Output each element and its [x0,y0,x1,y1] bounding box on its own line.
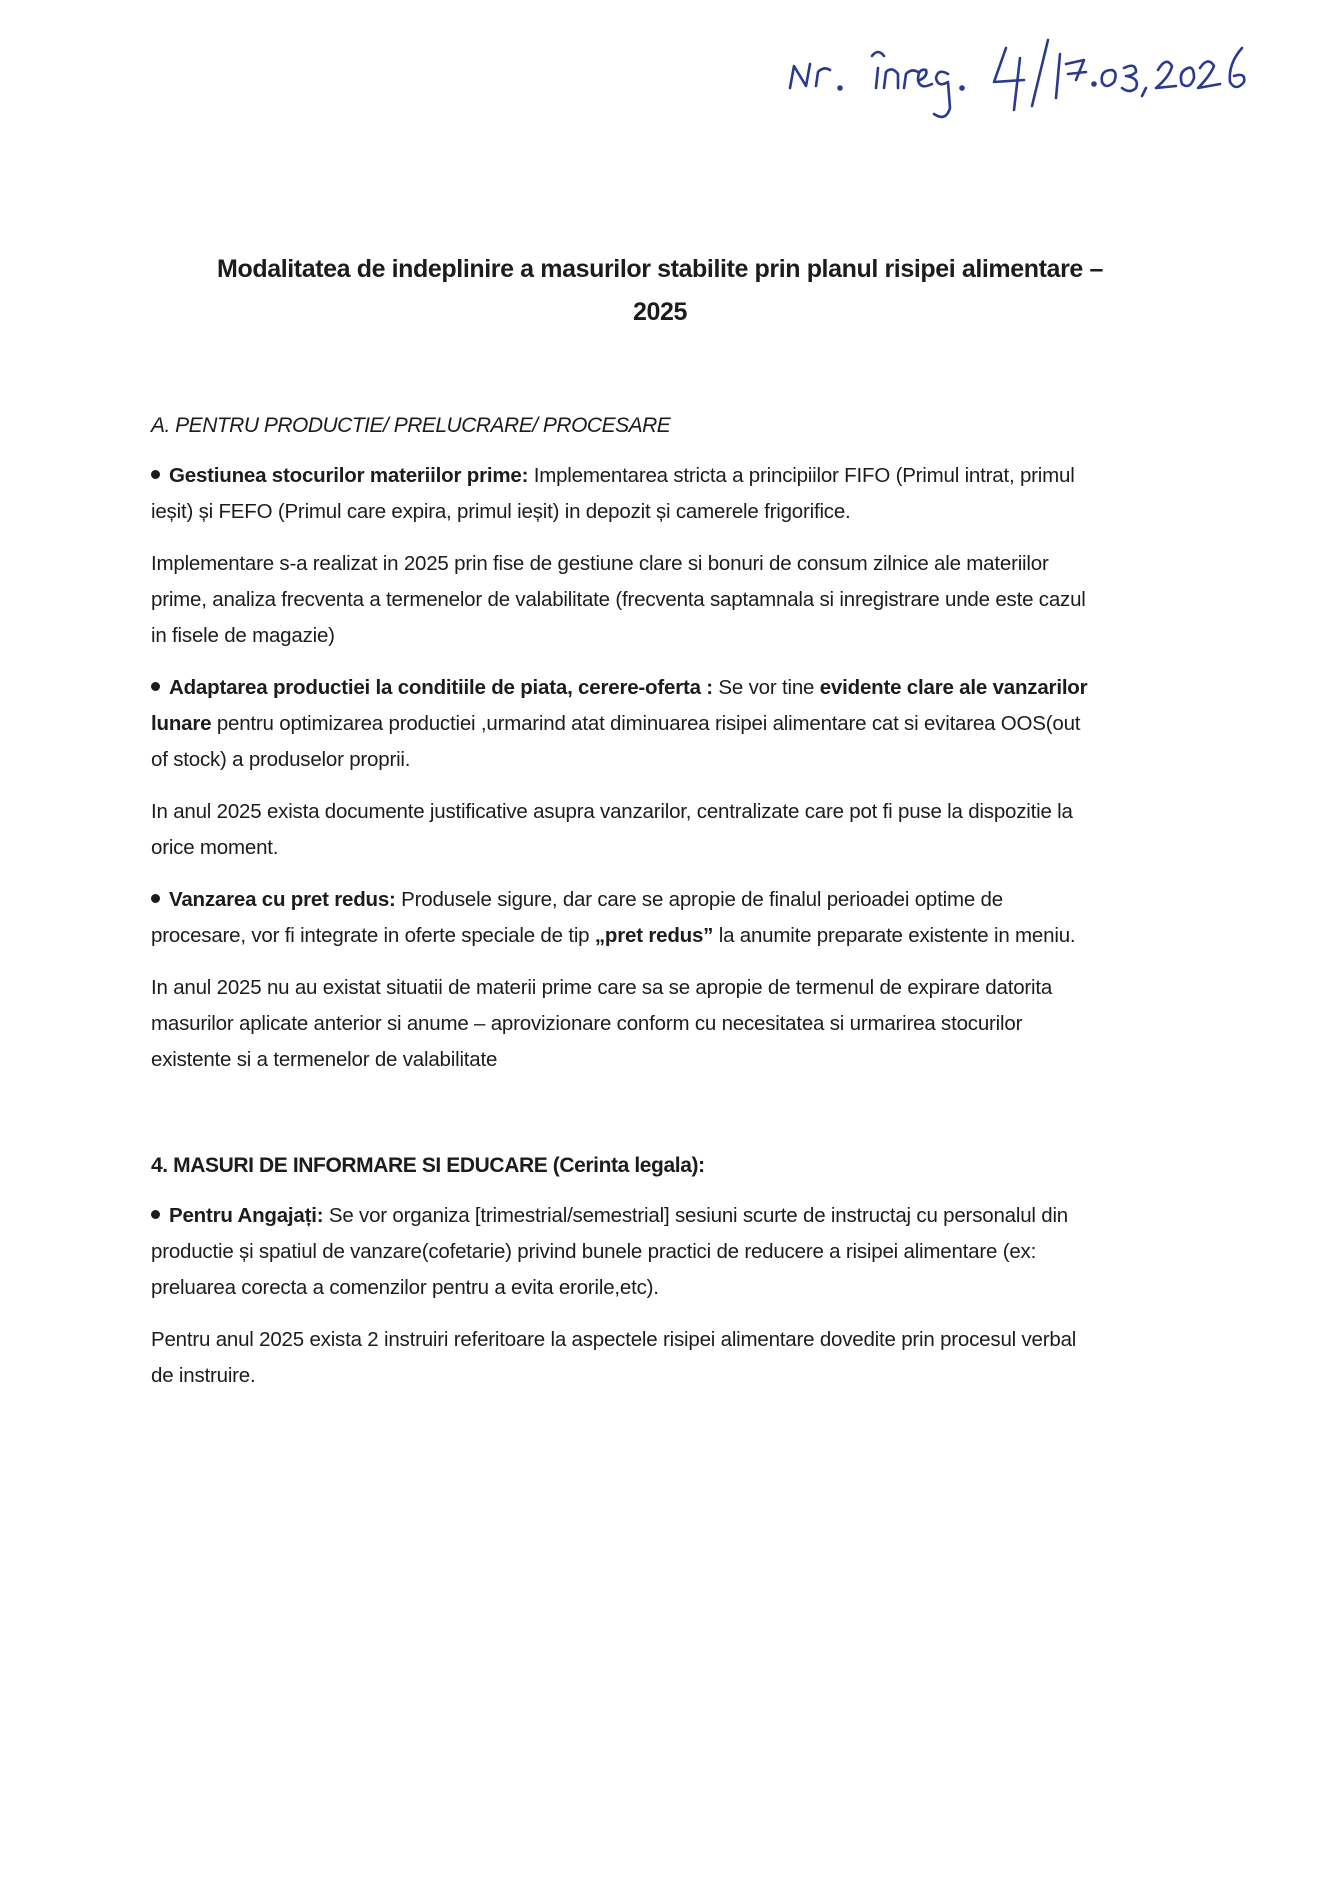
bullet-label: Gestiunea stocurilor materiilor prime: [169,464,529,487]
bullet-vanzarea-pret-redus [151,882,1091,954]
bullet-text: Produsele sigure, dar care se apropie de finalul perioadei optime de procesare, vor fi integrate in oferte speciale de tip [151,888,1003,947]
bullet-text: Implementarea stricta a principiilor FIFO (Primul intrat, primul ieșit) și FEFO (Primul care expira, primul ieșit) in depozit și camerele frigorifice. [151,464,1075,523]
implementation-gestiunea-stocurilor: Implementare s-a realizat in 2025 prin fise de gestiune clare si bonuri de consum zilnice ale materiilor prime, analiza frecventa a termenelor de valabilitate (frecventa saptamnala si inregistrare unde este cazul in fisele de magazie) [151,552,1086,647]
bullet-label: Adaptarea productiei la conditiile de piata, cerere-oferta : [169,676,713,699]
title-line-2: 2025 [632,298,687,326]
bullet-label: Pentru Angajați: [169,1204,324,1227]
section-a-heading: A. PENTRU PRODUCTIE/ PRELUCRARE/ PROCESARE [151,414,671,437]
bullet-adaptarea-productiei [151,670,1091,778]
section-4-heading: 4. MASURI DE INFORMARE SI EDUCARE (Cerinta legala): [151,1154,705,1177]
implementation-adaptarea-productiei: In anul 2025 exista documente justificative asupra vanzarilor, centralizate care pot fi puse la dispozitie la orice moment. [151,800,1073,859]
implementation-pentru-angajati: Pentru anul 2025 exista 2 instruiri referitoare la aspectele risipei alimentare dovedite prin procesul verbal de instruire. [151,1328,1077,1387]
bullet-dot-icon [151,1210,160,1219]
bullet-label: Vanzarea cu pret redus: [169,888,396,911]
bullet-text: Se vor organiza [trimestrial/semestrial] sesiuni scurte de instructaj cu personalul din productie și spatiul de vanzare(cofetarie) privind bunele practici de reducere a risipei alimentare (ex: preluarea corecta a comenzilor pentru a evita erorile,etc). [151,1204,1069,1299]
bullet-emphasis: „pret redus” [594,924,714,947]
bullet-text: pentru optimizarea productiei ,urmarind atat diminuarea risipei alimentare cat si evitarea OOS(out of stock) a produselor proprii. [151,712,1081,771]
handwritten-registration-number [780,18,1300,138]
bullet-emphasis: evidente clare ale vanzarilor lunare [151,676,1088,735]
bullet-dot-icon [151,682,160,691]
bullet-dot-icon [151,470,160,479]
document-body [151,408,1091,1410]
bullet-text: la anumite preparate existente in meniu. [713,924,1076,947]
handwriting-signature-mark [780,18,1300,138]
title-line-1: Modalitatea de indeplinire a masurilor stabilite prin planul risipei alimentare – [217,255,1103,283]
bullet-dot-icon [151,894,160,903]
bullet-pentru-angajati [151,1198,1091,1306]
implementation-vanzarea-pret-redus: In anul 2025 nu au existat situatii de materii prime care sa se apropie de termenul de expirare datorita masurilor aplicate anterior si anume – aprovizionare conform cu necesitatea si urmarirea stocurilor existente si a termenelor de valabilitate [151,976,1053,1071]
bullet-text: Se vor tine [712,676,820,699]
bullet-gestiunea-stocurilor [151,458,1091,530]
document-title [150,248,1170,334]
